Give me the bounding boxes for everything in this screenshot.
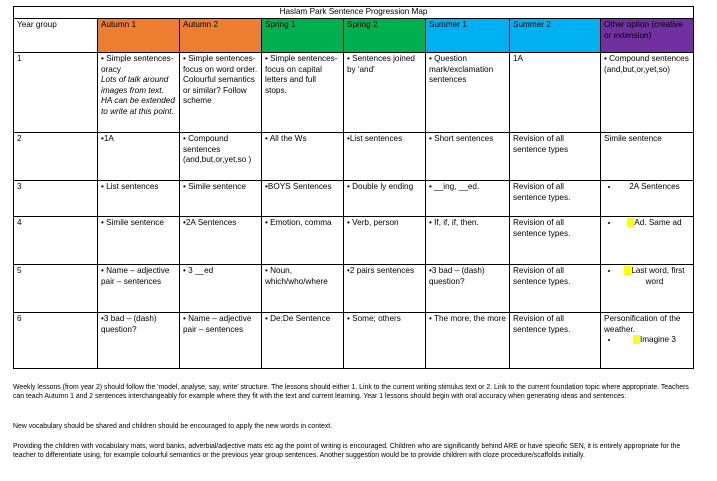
autumn1-cell: • Name – adjective pair – sentences	[98, 265, 180, 313]
header-summer-1: Summer 1	[426, 19, 510, 53]
autumn1-cell: •3 bad – (dash) question?	[98, 313, 180, 369]
autumn1-cell: • Simile sentence	[98, 217, 180, 265]
header-autumn-1: Autumn 1	[98, 19, 180, 53]
autumn1-cell: • List sentences	[98, 181, 180, 217]
summer2-cell: Revision of all sentence types.	[510, 217, 601, 265]
autumn2-cell: • 3 __ed	[180, 265, 262, 313]
table-title: Haslam Park Sentence Progression Map	[14, 7, 694, 19]
table-row	[14, 181, 694, 217]
year-cell: 2	[14, 133, 98, 181]
autumn1-cell: •1A	[98, 133, 180, 181]
spring1-cell: • De:De Sentence	[262, 313, 344, 369]
spring1-cell: • Emotion, comma	[262, 217, 344, 265]
table-row	[14, 313, 694, 369]
cell-text	[619, 218, 690, 229]
summer1-cell: • The more, the more	[426, 313, 510, 369]
other-cell	[601, 181, 694, 217]
summer2-cell: 1A	[510, 53, 601, 133]
spring1-cell: •BOYS Sentences	[262, 181, 344, 217]
autumn2-cell: • Simile sentence	[180, 181, 262, 217]
year-cell: 3	[14, 181, 98, 217]
spring1-cell: • Noun, which/who/where	[262, 265, 344, 313]
summer1-cell: •3 bad – (dash) question?	[426, 265, 510, 313]
summer1-cell: • Question mark/exclamation sentences	[426, 53, 510, 133]
spring2-cell: •List sentences	[344, 133, 426, 181]
spring2-cell: • Some; others	[344, 313, 426, 369]
other-cell: • Compound sentences (and,but,or,yet,so)	[601, 53, 694, 133]
other-cell	[601, 313, 694, 369]
other-cell: Simile sentence	[601, 133, 694, 181]
table-row	[14, 133, 694, 181]
autumn2-cell: • Compound sentences (and,but,or,yet,so )	[180, 133, 262, 181]
header-year-group: Year group	[14, 19, 98, 53]
notes-text: Weekly lessons (from year 2) should follow the 'model, analyse, say, write' structure. The lessons should either 1. Link to the current writing stimulus text or 2. Link to the current foundation topic where appropriate. Teachers can teach Autumn 1 and 2 sentences interchangeably for example where they fit with the text and current learning. Year 1 lessons should begin with oral accuracy when generating ideas and sentences.	[13, 384, 689, 400]
highlight-mark	[633, 335, 640, 344]
summer1-cell: • If, if, if, then.	[426, 217, 510, 265]
notes-text: New vocabulary should be shared and children should be encouraged to apply the new words in context.	[13, 423, 333, 430]
summer2-cell: Revision of all sentence types	[510, 133, 601, 181]
autumn2-cell: •2A Sentences	[180, 217, 262, 265]
spring2-cell: • Double ly ending	[344, 181, 426, 217]
notes-text: Providing the children with vocabulary mats, word banks, adverbial/adjective mats etc ag the point of writing is encouraged. Children who are significantly behind ARE or have specific SEN, it is entirely appropriate for the teacher to differentiate using, for example colourful semantics or the previous year group sentences. Another suggestion would be to provide children with cloze procedure/scaffolds initially.	[13, 443, 681, 459]
header-spring-1: Spring 1	[262, 19, 344, 53]
other-cell	[601, 217, 694, 265]
summer1-cell: • __ing, __ed.	[426, 181, 510, 217]
header-autumn-2: Autumn 2	[180, 19, 262, 53]
notes-paragraph-1	[13, 384, 697, 401]
cell-list-item	[619, 335, 690, 346]
notes-paragraph-3	[13, 443, 697, 460]
year-cell: 4	[14, 217, 98, 265]
header-other-option: Other option (creative or extension)	[601, 19, 694, 53]
table-row	[14, 217, 694, 265]
cell-text-value: Last word, first word	[631, 266, 685, 286]
summer2-cell: Revision of all sentence types.	[510, 181, 601, 217]
progression-map-table	[13, 6, 694, 369]
autumn1-cell	[98, 53, 180, 133]
header-summer-2: Summer 2	[510, 19, 601, 53]
header-spring-2: Spring 2	[344, 19, 426, 53]
summer2-cell: Revision of all sentence types.	[510, 313, 601, 369]
cell-note: Lots of talk around images from text. HA can be extended to write at this point.	[101, 75, 175, 116]
year-cell: 6	[14, 313, 98, 369]
spring2-cell: •2 pairs sentences	[344, 265, 426, 313]
other-cell	[601, 265, 694, 313]
cell-text: • Simple sentences- oracy	[101, 54, 174, 74]
year-cell: 5	[14, 265, 98, 313]
header-row	[14, 19, 694, 53]
autumn2-cell: • Name – adjective pair – sentences	[180, 313, 262, 369]
table-row	[14, 53, 694, 133]
cell-text	[619, 266, 690, 287]
cell-text: Personification of the weather.	[604, 314, 681, 334]
autumn2-cell: • Simple sentences- focus on word order. Colourful semantics or similar? Follow scheme	[180, 53, 262, 133]
table-row	[14, 265, 694, 313]
spring2-cell: • Verb, person	[344, 217, 426, 265]
notes-paragraph-2	[13, 423, 697, 432]
cell-text: • 2A Sentences	[619, 182, 690, 193]
summer2-cell: Revision of all sentence types.	[510, 265, 601, 313]
year-cell: 1	[14, 53, 98, 133]
summer1-cell: • Short sentences	[426, 133, 510, 181]
cell-text-value: Ad. Same ad	[634, 218, 682, 227]
spring2-cell: • Sentences joined by 'and'	[344, 53, 426, 133]
cell-text-value: Imagine 3	[639, 335, 676, 345]
spring1-cell: • All the Ws	[262, 133, 344, 181]
spring1-cell: • Simple sentences- focus on capital letters and full stops.	[262, 53, 344, 133]
